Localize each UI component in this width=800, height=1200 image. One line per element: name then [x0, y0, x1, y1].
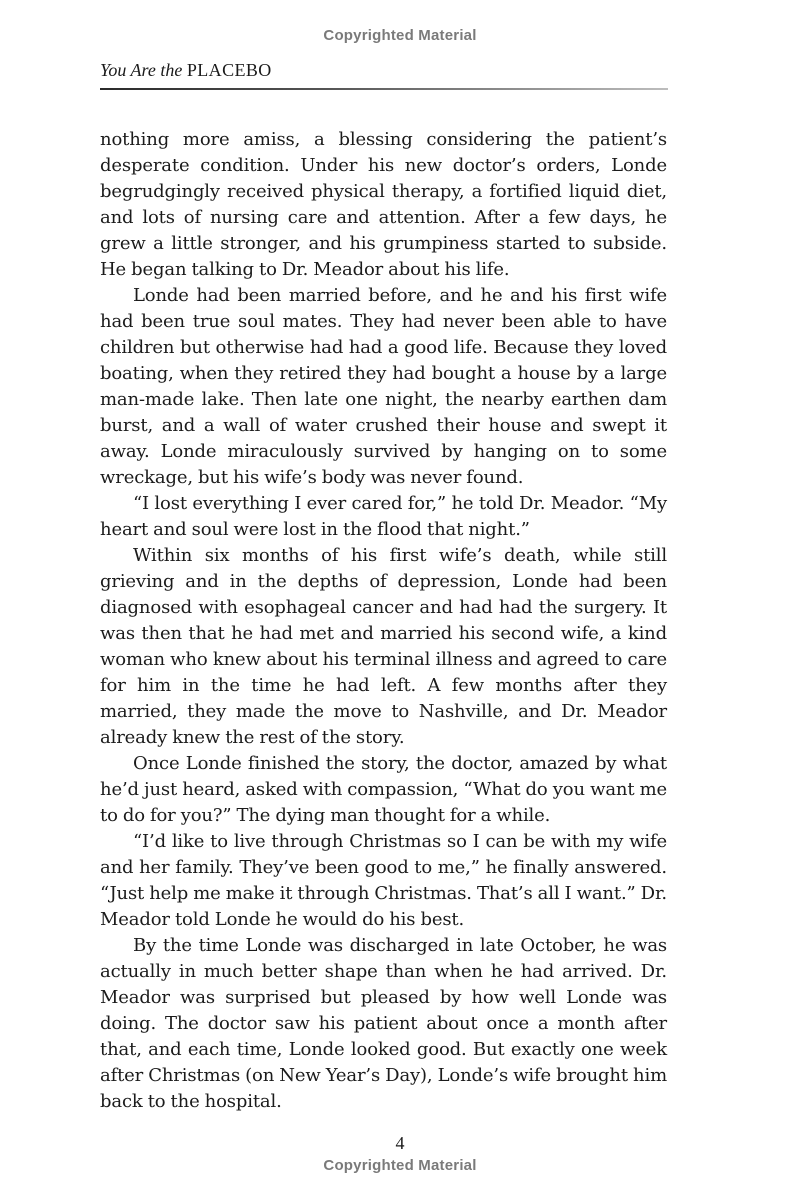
paragraph: “I lost everything I ever cared for,” he told Dr. Meador. “My heart and soul were lost in the flood that night.”: [100, 493, 667, 540]
paragraph: Once Londe finished the story, the doctor, amazed by what he’d just heard, asked with compassion, “What do you want me to do for you?” The dying man thought for a while.: [100, 753, 667, 826]
copyright-watermark-bottom: Copyrighted Material: [323, 1157, 477, 1174]
paragraph: nothing more amiss, a blessing considering the patient’s desperate condition. Under his new doctor’s orders, Londe begrudgingly received physical therapy, a fortified liquid diet, and lots of nursing care and attention. After a few days, he grew a little stronger, and his grumpiness started to subside. He began talking to Dr. Meador about his life.: [100, 129, 667, 280]
body-text: [100, 127, 667, 1115]
header-rule: [100, 88, 668, 90]
running-head-caps: PLACEBO: [186, 60, 272, 80]
copyright-watermark-top: Copyrighted Material: [323, 27, 477, 44]
running-head-italic: You Are the: [100, 60, 183, 80]
paragraph: Londe had been married before, and he and his first wife had been true soul mates. They had never been able to have children but otherwise had had a good life. Because they loved boating, when they retired they had bought a house by a large man-made lake. Then late one night, the nearby earthen dam burst, and a wall of water crushed their house and swept it away. Londe miraculously survived by hanging on to some wreckage, but his wife’s body was never found.: [100, 285, 667, 488]
page-number: 4: [395, 1133, 405, 1153]
paragraph: Within six months of his first wife’s death, while still grieving and in the depths of depression, Londe had been diagnosed with esophageal cancer and had had the surgery. It was then that he had met and married his second wife, a kind woman who knew about his terminal illness and agreed to care for him in the time he had left. A few months after they married, they made the move to Nashville, and Dr. Meador already knew the rest of the story.: [100, 545, 667, 748]
paragraph: “I’d like to live through Christmas so I can be with my wife and her family. They’ve been good to me,” he finally answered. “Just help me make it through Christmas. That’s all I want.” Dr. Meador told Londe he would do his best.: [100, 831, 667, 930]
running-head: [100, 60, 272, 81]
paragraph: By the time Londe was discharged in late October, he was actually in much better shape than when he had arrived. Dr. Meador was surprised but pleased by how well Londe was doing. The doctor saw his patient about once a month after that, and each time, Londe looked good. But exactly one week after Christmas (on New Year’s Day), Londe’s wife brought him back to the hospital.: [100, 935, 667, 1112]
